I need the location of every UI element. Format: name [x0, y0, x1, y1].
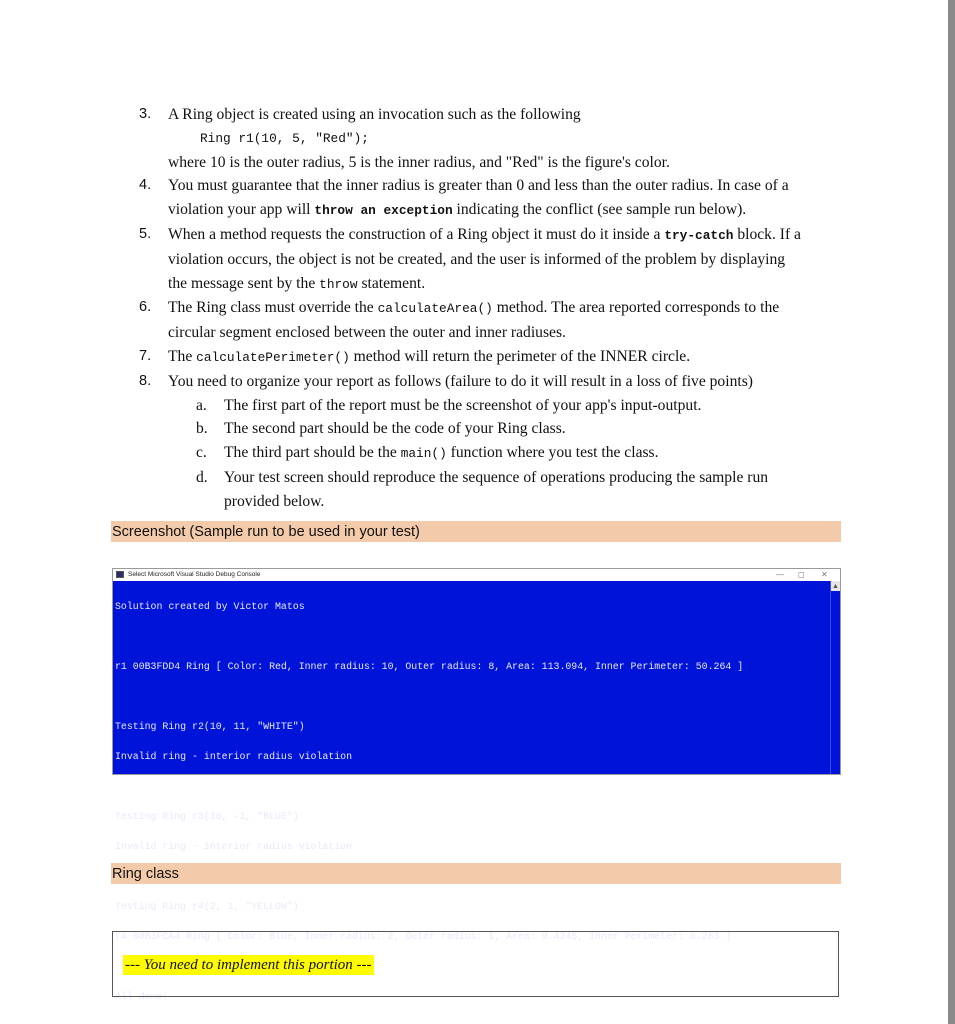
subitem-letter: a. — [196, 396, 207, 414]
code-sample: Ring r1(10, 5, "Red"); — [200, 130, 369, 146]
console-title: Select Microsoft Visual Studio Debug Console — [128, 571, 261, 578]
subitem-c — [139, 441, 839, 466]
requirement-8 — [139, 370, 839, 394]
text-span: method. The area reported corresponds to the — [492, 299, 780, 317]
note-dashes: --- — [125, 957, 140, 973]
item-number: 7. — [139, 347, 152, 364]
requirement-text: A Ring object is created using an invocation such as the following — [168, 106, 581, 123]
requirement-text: You must guarantee that the inner radius is greater than 0 and less than the outer radius. In case of a — [168, 177, 789, 195]
console-line: Testing Ring r4(2, 1, "YELLOW") — [115, 901, 299, 912]
console-blank-line — [115, 692, 830, 702]
subitem-text: The second part should be the code of your Ring class. — [224, 420, 566, 438]
console-app-icon — [116, 571, 124, 578]
answer-box[interactable] — [112, 931, 839, 997]
inline-code: throw — [319, 276, 358, 292]
requirement-3 — [139, 103, 839, 174]
subitem-letter: c. — [196, 444, 207, 462]
subitem-text: Your test screen should reproduce the sequence of operations producing the sample run — [224, 468, 769, 486]
text-span: block. If a — [733, 225, 801, 243]
console-line: Testing Ring r3(10, -1, "BLUE") — [115, 811, 299, 822]
console-line: All done! — [115, 991, 169, 1002]
console-title-bar[interactable] — [113, 569, 840, 581]
item-number: 3. — [139, 106, 152, 122]
console-line: Testing Ring r2(10, 11, "WHITE") — [115, 721, 305, 732]
inline-code: main() — [400, 446, 447, 462]
text-span: The third part should be the — [224, 444, 401, 462]
console-line: Invalid ring - interior radius violation — [115, 841, 353, 852]
console-blank-line — [115, 632, 830, 642]
close-icon[interactable]: ✕ — [821, 570, 828, 579]
inline-code: try-catch — [664, 227, 734, 243]
requirements-list — [139, 103, 839, 514]
requirement-text-line — [168, 223, 839, 248]
text-span: statement. — [357, 274, 426, 292]
text-span: function where you test the class. — [446, 444, 659, 462]
text-span: the message sent by the — [168, 274, 320, 292]
requirement-text: violation occurs, the object is not be created, and the user is informed of the problem by displaying — [168, 250, 786, 268]
console-line: r1 00B3FDD4 Ring [ Color: Red, Inner radius: 10, Outer radius: 8, Area: 113.094, Inner Perimeter: 50.264 ] — [115, 661, 744, 672]
item-number: 4. — [139, 177, 152, 194]
requirement-text-line — [168, 272, 839, 297]
requirement-4 — [139, 174, 839, 223]
text-span: indicating the conflict (see sample run below). — [452, 201, 747, 219]
note-text: You need to implement this portion — [143, 957, 353, 973]
console-blank-line — [115, 782, 830, 792]
item-number: 6. — [139, 299, 152, 316]
text-span: method will return the perimeter of the INNER circle. — [349, 347, 691, 365]
console-line: Solution created by Victor Matos — [115, 601, 305, 612]
item-number: 5. — [139, 225, 152, 242]
requirement-text: You need to organize your report as follows (failure to do it will result in a loss of five points) — [168, 372, 753, 390]
requirement-text-line — [168, 345, 839, 370]
subitem-d — [139, 466, 839, 514]
inline-code: calculatePerimeter() — [196, 349, 350, 365]
subitem-letter: b. — [196, 420, 208, 438]
requirement-6 — [139, 296, 839, 345]
text-span: The — [168, 347, 197, 365]
console-line: r4 00B3FCA4 Ring [ Color: Blue, Inner radius: 2, Outer radius: 1, Area: 9.4245, Inner Perimeter: 6.283 ] — [115, 931, 732, 942]
requirement-7 — [139, 345, 839, 370]
screenshot-section-heading: Screenshot (Sample run to be used in your test) — [111, 520, 841, 542]
page-edge-bar — [948, 0, 955, 1024]
requirement-text: circular segment enclosed between the outer and inner radiuses. — [168, 324, 566, 342]
ring-class-section-heading: Ring class — [111, 862, 841, 884]
inline-code: throw an exception — [314, 203, 453, 219]
subitem-a — [139, 394, 839, 418]
minimize-icon[interactable]: — — [776, 570, 784, 579]
console-scrollbar[interactable] — [830, 581, 840, 774]
scroll-up-icon[interactable]: ▲ — [832, 582, 839, 590]
item-number: 8. — [139, 372, 152, 389]
text-span: When a method requests the construction of a Ring object it must do it inside a — [168, 225, 665, 243]
subitem-text: The first part of the report must be the screenshot of your app's input-output. — [224, 396, 702, 414]
note-dashes: --- — [356, 957, 372, 973]
requirement-text-line — [168, 296, 839, 321]
implementation-note — [123, 955, 374, 975]
requirement-text-line — [168, 198, 839, 223]
requirement-text: where 10 is the outer radius, 5 is the inner radius, and "Red" is the figure's color. — [168, 153, 670, 171]
text-span: The Ring class must override the — [168, 299, 378, 317]
console-line: Invalid ring - interior radius violation — [115, 751, 353, 762]
subitem-text-line — [224, 441, 839, 466]
subitem-letter: d. — [196, 468, 208, 486]
subitem-text: provided below. — [224, 492, 325, 510]
text-span: violation your app will — [168, 201, 315, 219]
requirement-5 — [139, 223, 839, 296]
inline-code: calculateArea() — [377, 301, 493, 317]
maximize-icon[interactable]: ◻ — [798, 570, 805, 579]
subitem-b — [139, 417, 839, 441]
